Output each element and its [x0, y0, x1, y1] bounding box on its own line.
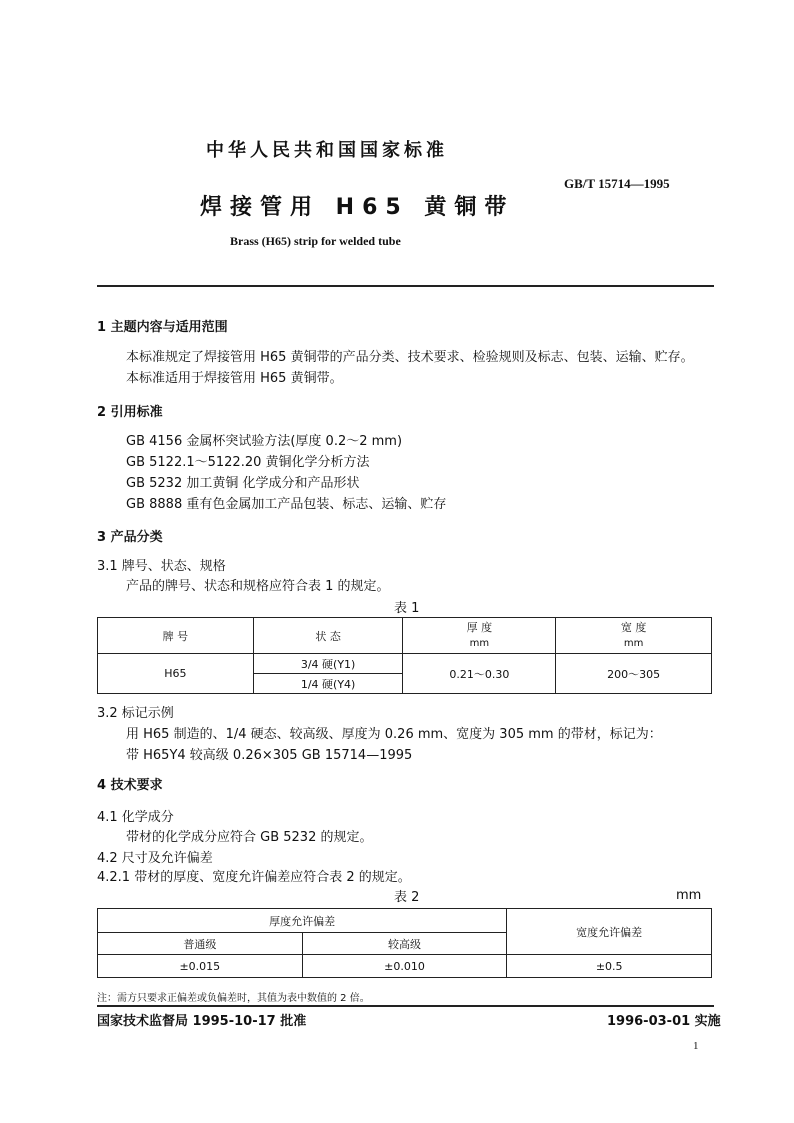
section-3-1-heading: 3.1 牌号、状态、规格: [97, 559, 226, 574]
header-divider: [97, 285, 714, 287]
document-title-english: Brass (H65) strip for welded tube: [230, 234, 401, 248]
footer-divider: [97, 1005, 714, 1007]
table-1-caption: 表 1: [394, 601, 420, 616]
table-2-note: 注：需方只要求正偏差或负偏差时，其值为表中数值的 2 倍。: [97, 993, 370, 1004]
reference-item: GB 8888 重有色金属加工产品包装、标志、运输、贮存: [126, 497, 447, 512]
section-2-heading: 2 引用标准: [97, 405, 163, 420]
table-1-cell-width: 200～305: [556, 654, 712, 694]
table-2-header-normal-grade: 普通级: [98, 933, 303, 955]
table-1-cell-grade: H65: [98, 654, 254, 694]
table-2-header-thickness-tolerance: 厚度允许偏差: [98, 909, 507, 933]
section-3-heading: 3 产品分类: [97, 530, 163, 545]
table-1-header-width: 宽 度 mm: [556, 618, 712, 654]
reference-item: GB 5122.1～5122.20 黄铜化学分析方法: [126, 455, 370, 470]
section-3-1-text: 产品的牌号、状态和规格应符合表 1 的规定。: [126, 579, 390, 594]
page-number: 1: [693, 1040, 699, 1052]
table-2-caption: 表 2: [394, 890, 420, 905]
section-1-paragraph-2: 本标准适用于焊接管用 H65 黄铜带。: [126, 371, 343, 386]
section-3-2-paragraph-1: 用 H65 制造的、1/4 硬态、较高级、厚度为 0.26 mm、宽度为 305 mm 的带材，标记为：: [126, 727, 662, 742]
section-3-2-heading: 3.2 标记示例: [97, 706, 174, 721]
table-2-cell-normal: ±0.015: [98, 955, 303, 978]
table-1-header-state: 状 态: [253, 618, 403, 654]
table-1-header-thickness: 厚 度 mm: [403, 618, 556, 654]
document-title-chinese: 焊接管用 H65 黄铜带: [200, 195, 515, 220]
section-4-1-text: 带材的化学成分应符合 GB 5232 的规定。: [126, 830, 373, 845]
section-4-1-heading: 4.1 化学成分: [97, 810, 174, 825]
table-2-unit: mm: [676, 888, 702, 903]
approval-date: 国家技术监督局 1995-10-17 批准: [97, 1014, 307, 1029]
section-1-paragraph-1: 本标准规定了焊接管用 H65 黄铜带的产品分类、技术要求、检验规则及标志、包装、运输、贮存。: [126, 350, 694, 365]
table-1: [97, 617, 712, 694]
table-2-cell-width: ±0.5: [507, 955, 712, 978]
section-3-2-paragraph-2: 带 H65Y4 较高级 0.26×305 GB 15714—1995: [126, 748, 413, 763]
section-4-heading: 4 技术要求: [97, 778, 163, 793]
table-2-header-width-tolerance: 宽度允许偏差: [507, 909, 712, 955]
implementation-date: 1996-03-01 实施: [607, 1014, 721, 1029]
table-2: [97, 908, 712, 978]
standard-category-title: 中华人民共和国国家标准: [206, 140, 448, 161]
reference-item: GB 5232 加工黄铜 化学成分和产品形状: [126, 476, 360, 491]
table-2-header-higher-grade: 较高级: [302, 933, 507, 955]
table-1-cell-thickness: 0.21～0.30: [403, 654, 556, 694]
reference-item: GB 4156 金属杯突试验方法(厚度 0.2～2 mm): [126, 434, 403, 449]
section-4-2-heading: 4.2 尺寸及允许偏差: [97, 851, 213, 866]
table-1-header-grade: 牌 号: [98, 618, 254, 654]
section-4-2-1-heading: 4.2.1 带材的厚度、宽度允许偏差应符合表 2 的规定。: [97, 870, 411, 885]
table-1-cell-state: 3/4 硬(Y1): [253, 654, 403, 674]
section-1-heading: 1 主题内容与适用范围: [97, 320, 228, 335]
standard-number: GB/T 15714—1995: [564, 176, 670, 191]
table-2-cell-higher: ±0.010: [302, 955, 507, 978]
table-1-cell-state: 1/4 硬(Y4): [253, 674, 403, 694]
